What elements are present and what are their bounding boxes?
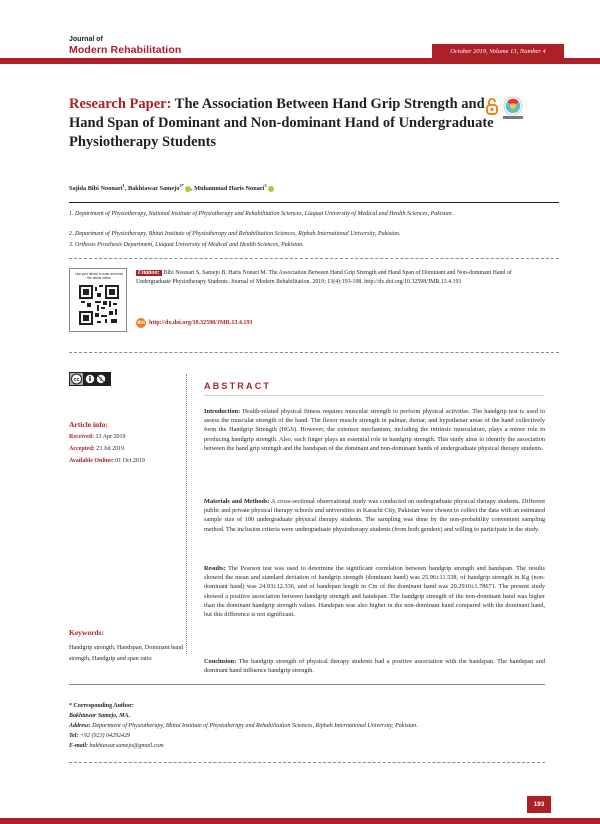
corresponding-tel [69, 732, 130, 741]
received-date [69, 434, 126, 440]
article-type: Research Paper: [69, 96, 172, 112]
tel-label: Tel: [69, 733, 79, 739]
introduction-label: Introduction: [204, 408, 241, 415]
corresponding-name: Bakhtawar Samejo, MA. [69, 713, 131, 719]
affiliation-1: 1. Department of Physiotherapy, National Institute of Physiotherapy and Rehabilitation Sciences, Liaquat University of Medical and Health Sciences, Pakistan. [69, 211, 454, 217]
corresponding-email [69, 742, 164, 751]
received-label: Received: [69, 434, 94, 440]
doi-line[interactable] [136, 318, 252, 328]
abstract-conclusion [204, 657, 545, 675]
author-2: , Bakhtawar Samejo [124, 185, 180, 193]
accepted-label: Accepted: [69, 446, 95, 452]
keywords-list: Handgrip strength, Handspan, Dominant hand strength, Handgrip and span ratio [69, 644, 184, 662]
issue-badge: October 2019, Volume 13, Number 4 [432, 44, 564, 58]
email-value[interactable]: bakhtawar.samejo@gmail.com [88, 743, 164, 749]
keywords-title: Keywords: [69, 628, 104, 637]
citation-label: Citation: [138, 270, 160, 276]
author-1: Sajida Bibi Noonari [69, 185, 123, 193]
email-label: E-mail: [69, 743, 88, 749]
doi-link[interactable]: http://dx.doi.org/10.32598/JMR.13.4.193 [149, 320, 253, 326]
online-date [69, 458, 145, 464]
orcid-icon[interactable] [268, 186, 274, 192]
author-3-affil: 3 [264, 183, 267, 188]
received-value: 13 Apr 2019 [94, 434, 126, 440]
author-list [69, 183, 274, 192]
online-value: 01 Oct 2019 [113, 458, 145, 464]
introduction-text: Health-related physical fitness requires muscular strength to perform physical activities. The handgrip test is used to assess the muscular strength of the hand. The flexor muscle strength in palmar, thenar, and hypothenar areas of the hand collectively form the Handgrip Strength (HGS). However, the extensor mechanism, including the intrinsic musculature, plays a minor role in producing handgrip strength. Also, each finger plays an essential role in handgrip strength. This study aims to identify the association between the hand grip strength and the handspan of the dominant and non-dominant hands of undergraduate physical therapy students. [204, 408, 545, 452]
journal-name: Modern Rehabilitation [69, 44, 182, 56]
abstract-rule [204, 395, 544, 396]
citation-body: Bibi Noonari S, Samejo B, Haris Nonari M. The Association Between Hand Grip Strength and Hand Span of Dominant and Non-dominant Hand of Undergraduate Physiotherapy Students. Journal of Modern Rehabilitation. 2019; 13(4):193-198. http://dx.doi.org/10.32598/JMR.13.4.193 [136, 270, 512, 286]
tel-value: +92 (923) 04292429 [78, 733, 130, 739]
header-bar [0, 58, 600, 64]
affiliation-2: 2. Department of Physiotherapy, Bhitai Institute of Physiotherapy and Rehabilitation Sciences, Riphah International University, Pakistan. [69, 231, 401, 237]
cc-by-nc-badge-icon[interactable] [69, 372, 111, 386]
citation-text [136, 269, 534, 287]
page-number: 193 [527, 796, 551, 813]
accepted-value: 23 Jul 2019 [94, 446, 125, 452]
methods-label: Materials and Methods: [204, 498, 270, 505]
abstract-methods [204, 497, 545, 534]
author-2-affil: 2* [179, 183, 184, 188]
abstract-introduction [204, 407, 545, 453]
author-3: , Muhammad Haris Nonari [190, 185, 265, 193]
conclusion-label: Conclusion: [204, 658, 237, 665]
corresponding-title: * Corresponding Author: [69, 703, 134, 709]
affiliation-3: 3. Orthosis Prosthesis Department, Liaquat University of Medical and Health Sciences, Pakistan. [69, 242, 304, 248]
divider [69, 202, 559, 203]
corresponding-address [69, 722, 418, 731]
article-info-title: Article info: [69, 420, 108, 429]
results-text: The Pearson test was used to determine the significant correlation between handgrip strength and handspan. The results showed the mean and standard deviation of handgrip strength (dominant hand) was 25.96±11.538, of handgrip strength in Kg (non-dominant hand) was 24.93±12.336, and of handspan length in Cm of the dominant hand was 20.2910±1.78671. The present study showed a positive association between handgrip strength and handspan. The handgrip strength of the non-dominant hand was higher than the dominant handgrip strength values. Handspan was also higher in the non-dominant hand compared with the dominant hand, but this difference is not significant. [204, 565, 545, 619]
qr-code-box[interactable] [69, 268, 127, 332]
accepted-date [69, 446, 124, 452]
author-1-affil: 1 [122, 183, 125, 188]
divider [69, 352, 559, 353]
column-divider [186, 374, 187, 654]
online-label: Available Online: [69, 458, 114, 464]
methods-text: A cross-sectional observational study was conducted on undergraduate physical therapy students. Different public and private physical therapy schools and universities in Karachi City, Pakistan were chosen to collect the data with an estimated sample size of 100 undergraduate physical therapy students. The sampling was done by the non-probability convenient sampling method. The inclusion criteria were undergraduate physiotherapy students (from both genders) and willing to participate in the study. [204, 498, 546, 533]
results-label: Results: [204, 565, 226, 572]
crossmark-icon[interactable] [502, 96, 524, 120]
divider [69, 684, 545, 685]
conclusion-text: The handgrip strength of physical therapy students had a positive association with the handspan. The handspan and dominant hand influence handgrip strength. [204, 658, 545, 675]
article-title-text: The Association Between Hand Grip Strength and Hand Span of Dominant and Non-dominant Hand of Undergraduate Physiotherapy Students [69, 96, 494, 150]
address-value: Department of Physiotherapy, Bhitai Institute of Physiotherapy and Rehabilitation Sciences, Riphah International University, Pakistan. [90, 723, 418, 729]
divider [69, 762, 545, 763]
qr-caption: Use your device to scan and read the article online [75, 272, 123, 280]
open-access-icon [486, 98, 498, 115]
abstract-results [204, 564, 545, 619]
divider [69, 258, 559, 259]
qr-code-icon [79, 285, 119, 325]
abstract-title: ABSTRACT [204, 381, 272, 391]
doi-icon: doi [137, 320, 145, 326]
footer-bar [0, 818, 600, 824]
article-title [69, 95, 499, 152]
svg-text:cc: cc [73, 377, 80, 383]
address-label: Address: [69, 723, 91, 729]
journal-label: Journal of [69, 36, 103, 43]
